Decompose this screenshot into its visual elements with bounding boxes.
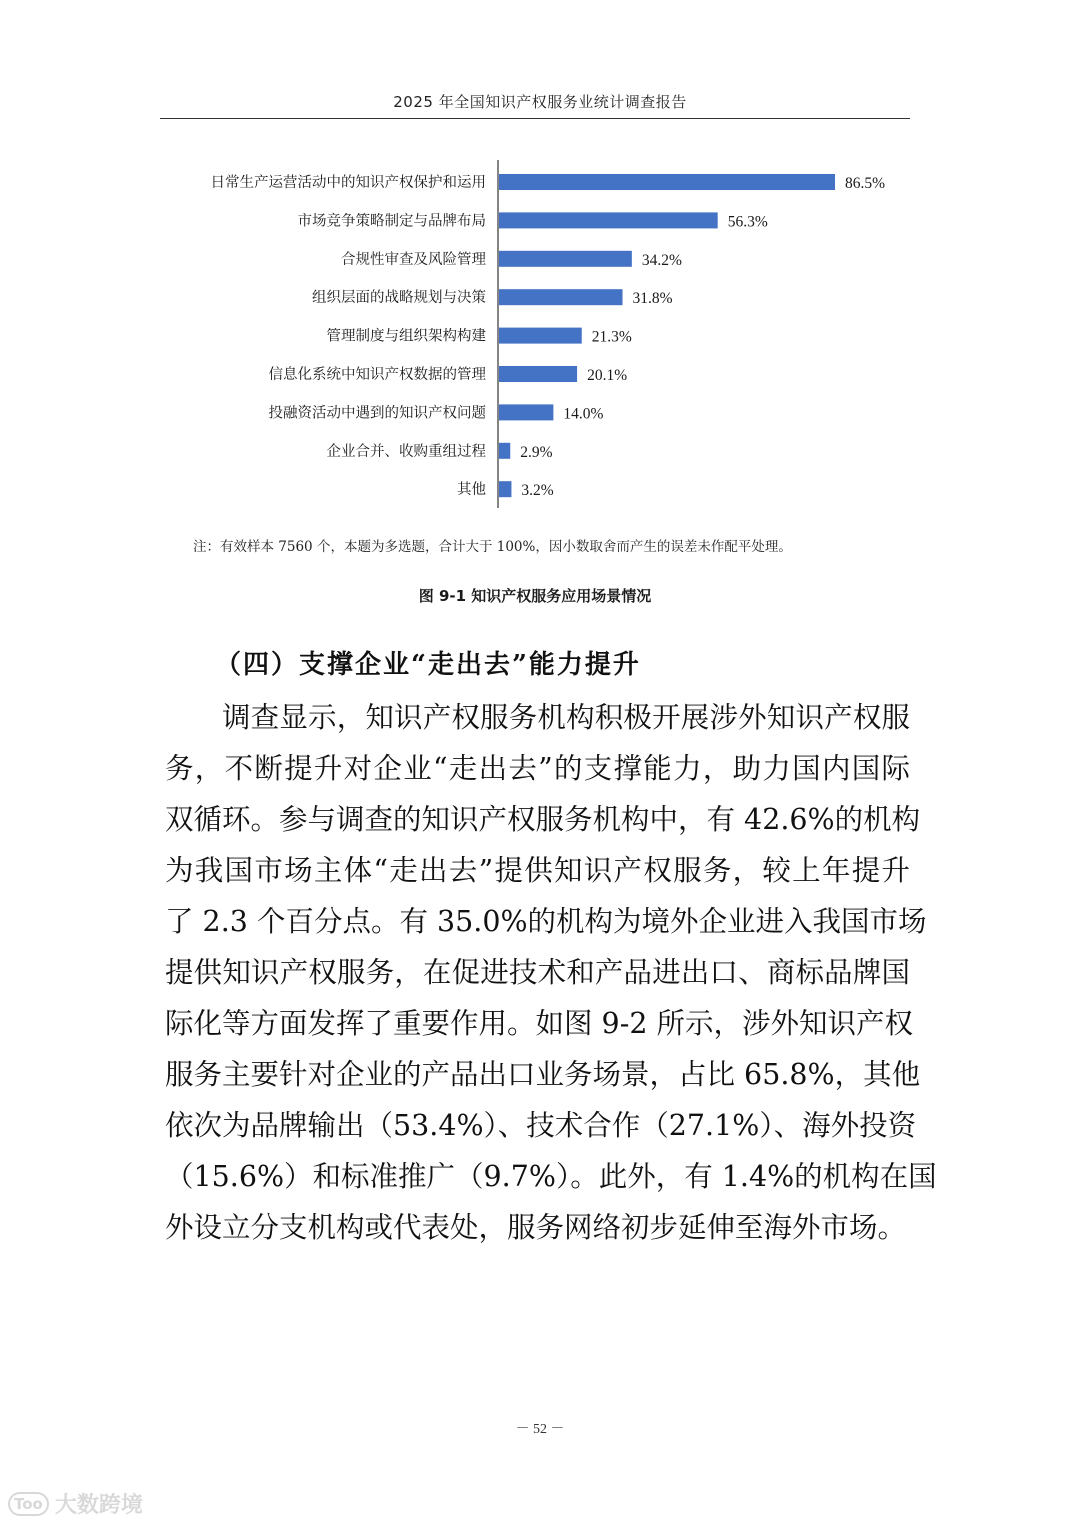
paragraph-line: 了 2.3 个百分点。有 35.0%的机构为境外企业进入我国市场 (165, 905, 927, 938)
paragraph-line: 服务主要针对企业的产品出口业务场景，占比 65.8%，其他 (165, 1058, 921, 1091)
bar (499, 366, 577, 382)
page-header-title: 2025 年全国知识产权服务业统计调查报告 (393, 93, 687, 111)
bar-chart (0, 0, 1080, 520)
bar (499, 443, 510, 459)
paragraph-line: 依次为品牌输出（53.4%）、技术合作（27.1%）、海外投资 (165, 1109, 917, 1142)
bar (499, 289, 623, 305)
bar (499, 251, 632, 267)
paragraph-line: 务，不断提升对企业“走出去”的支撑能力，助力国内国际 (165, 752, 910, 785)
section-heading: （四）支撑企业“走出去”能力提升 (215, 650, 641, 680)
category-label: 信息化系统中知识产权数据的管理 (268, 367, 486, 383)
page-number: － 52 － (515, 1422, 565, 1437)
bar (499, 328, 582, 344)
category-label: 组织层面的战略规划与决策 (312, 290, 486, 307)
paragraph-line: 调查显示，知识产权服务机构积极开展涉外知识产权服 (222, 701, 910, 734)
bar (499, 404, 553, 420)
data-label: 31.8% (632, 290, 673, 308)
category-label: 市场竞争策略制定与品牌布局 (297, 213, 486, 230)
data-label: 56.3% (727, 213, 768, 231)
data-label: 21.3% (591, 328, 632, 346)
data-label: 14.0% (563, 405, 604, 423)
paragraph-line: 外设立分支机构或代表处，服务网络初步延伸至海外市场。 (165, 1211, 907, 1244)
paragraph-line: （15.6%）和标准推广（9.7%）。此外，有 1.4%的机构在国 (165, 1160, 937, 1193)
watermark-logo-icon: Too (8, 1492, 49, 1516)
bar (499, 481, 511, 497)
paragraph-line: 双循环。参与调查的知识产权服务机构中，有 42.6%的机构 (165, 803, 921, 836)
category-label: 日常生产运营活动中的知识产权保护和运用 (210, 175, 486, 191)
watermark (8, 1488, 143, 1519)
watermark-text: 大数跨境 (54, 1493, 143, 1518)
figure-caption: 图 9-1 知识产权服务应用场景情况 (418, 587, 652, 605)
paragraph-line: 为我国市场主体“走出去”提供知识产权服务，较上年提升 (165, 854, 910, 887)
chart-note: 注：有效样本 7560 个，本题为多选题，合计大于 100%，因小数取舍而产生的误差未作配平处理。 (193, 539, 792, 555)
paragraph-line: 际化等方面发挥了重要作用。如图 9-2 所示，涉外知识产权 (165, 1007, 914, 1040)
data-label: 2.9% (520, 443, 553, 461)
category-label: 合规性审查及风险管理 (341, 251, 486, 268)
category-label: 投融资活动中遇到的知识产权问题 (268, 405, 486, 422)
data-label: 86.5% (845, 175, 886, 192)
data-label: 34.2% (641, 251, 682, 269)
category-label: 管理制度与组织架构构建 (326, 328, 486, 345)
category-label: 其他 (457, 482, 486, 499)
data-label: 3.2% (521, 482, 554, 500)
bar (499, 174, 835, 190)
data-label: 20.1% (587, 367, 628, 384)
category-label: 企业合并、收购重组过程 (326, 443, 486, 460)
paragraph-line: 提供知识产权服务，在促进技术和产品进出口、商标品牌国 (165, 956, 910, 989)
body-paragraph (165, 692, 937, 1253)
bar (499, 212, 718, 228)
